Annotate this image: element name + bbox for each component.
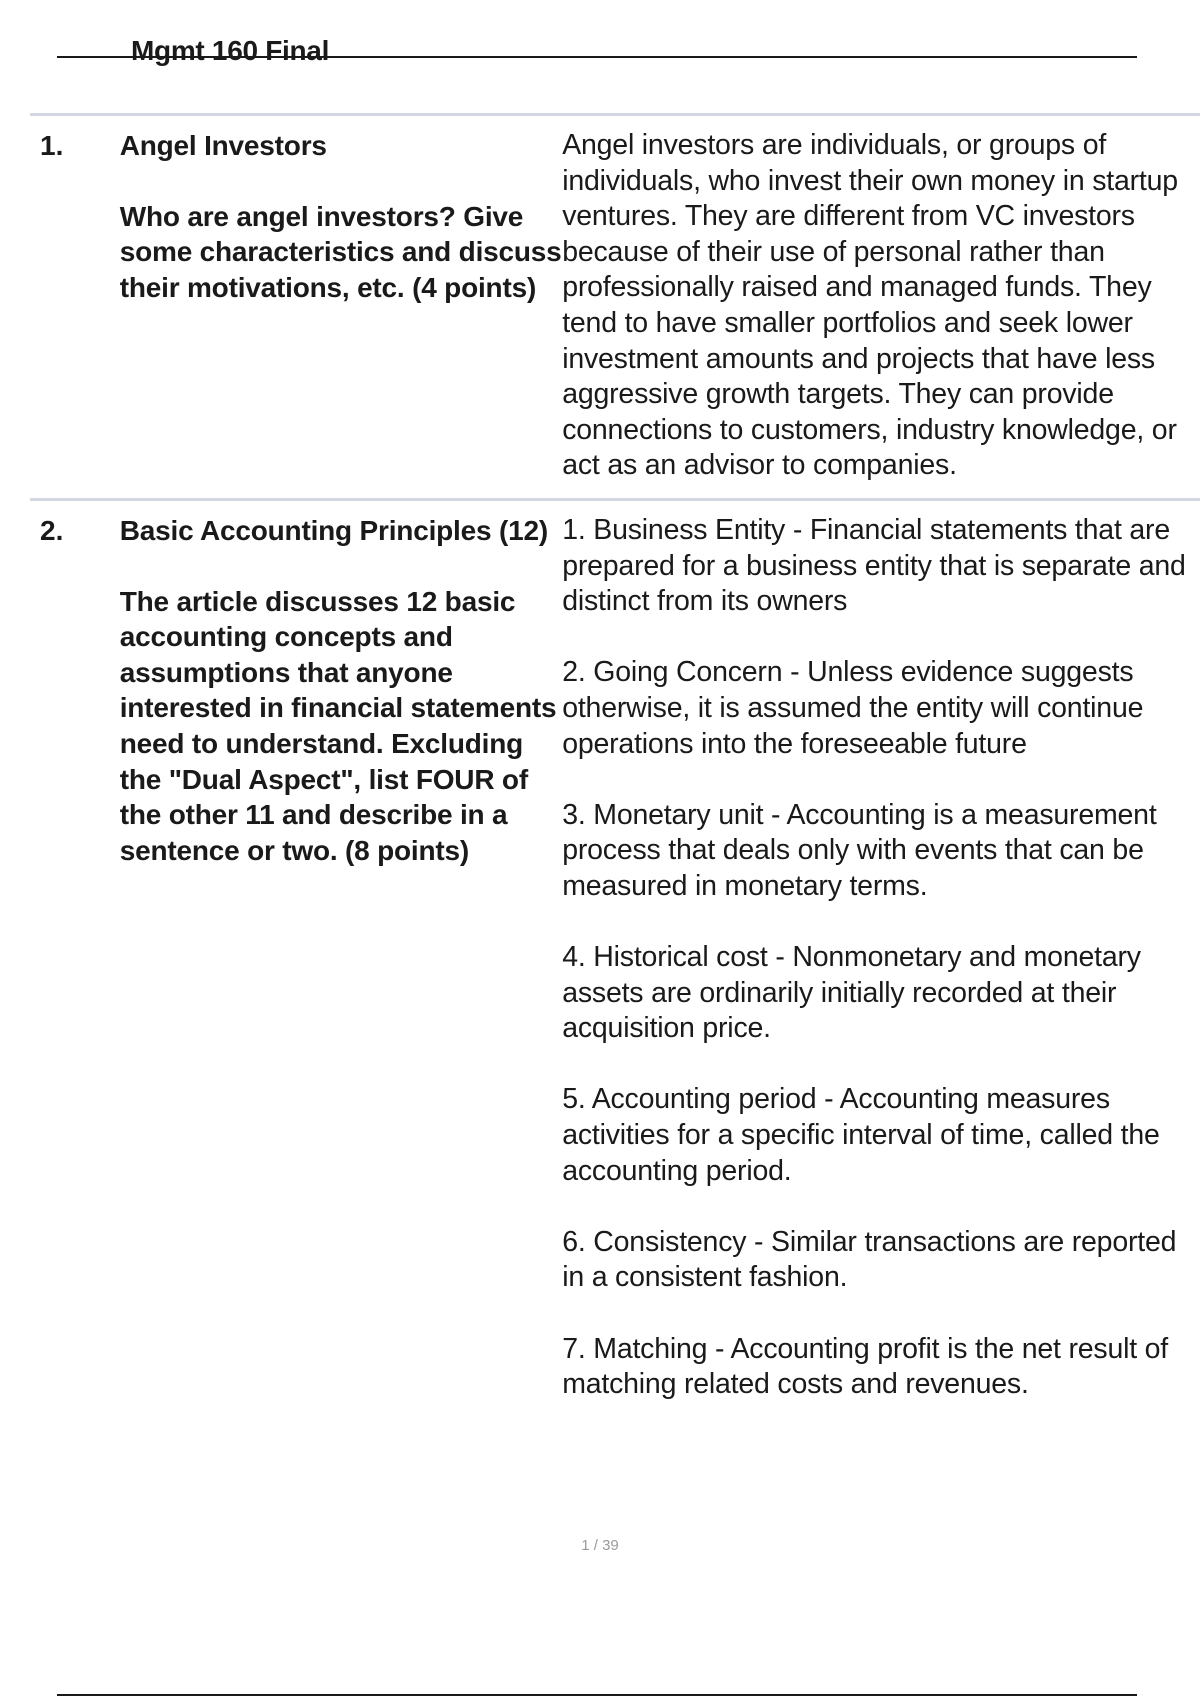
flashcard xyxy=(30,113,1200,484)
flashcard xyxy=(30,498,1200,1403)
answer-paragraph: 2. Going Concern - Unless evidence suggests otherwise, it is assumed the entity will continue operations into the foreseeable future xyxy=(562,656,1144,760)
card-number: 1. xyxy=(40,130,64,161)
page-header xyxy=(57,30,1137,70)
answer-paragraph: 1. Business Entity - Financial statements that are prepared for a business entity that is separate and distinct from its owners xyxy=(562,513,1186,618)
card-question xyxy=(120,128,562,484)
page-title: Mgmt 160 Final xyxy=(131,35,330,66)
answer-paragraph: 7. Matching - Accounting profit is the net result of matching related costs and revenues. xyxy=(562,1332,1169,1401)
answer-paragraph: 4. Historical cost - Nonmonetary and monetary assets are ordinarily initially recorded at their acquisition price. xyxy=(562,941,1141,1045)
answer-paragraph: 6. Consistency - Similar transactions are reported in a consistent fashion. xyxy=(562,1225,1177,1294)
card-number: 2. xyxy=(40,514,64,546)
card-prompt: The article discusses 12 basic accounting concepts and assumptions that anyone interested in financial statements need to understand. Excluding the "Dual Aspect", list FOUR of the other 11 and describe in a sentence or two. (8 points) xyxy=(119,585,557,866)
flashcard-list xyxy=(30,113,1200,1403)
card-answer xyxy=(562,128,1200,484)
page-number: 1 / 39 xyxy=(581,1537,619,1554)
card-answer xyxy=(562,513,1200,1403)
card-title: Angel Investors xyxy=(119,130,327,161)
answer-paragraph: Angel investors are individuals, or groups of individuals, who invest their own money in startup ventures. They are different from VC investors because of their use of personal rather than professionally raised and managed funds. They tend to have smaller portfolios and seek lower investment amounts and projects that have less aggressive growth targets. They can provide connections to customers, industry knowledge, or act as an advisor to companies. xyxy=(562,129,1178,482)
answer-paragraph: 3. Monetary unit - Accounting is a measurement process that deals only with events that can be measured in monetary terms. xyxy=(562,798,1157,902)
answer-paragraph: 5. Accounting period - Accounting measures activities for a specific interval of time, called the accounting period. xyxy=(562,1083,1160,1187)
card-prompt: Who are angel investors? Give some characteristics and discuss their motivations, etc. (4 points) xyxy=(119,200,562,303)
card-question xyxy=(120,513,562,1403)
card-title: Basic Accounting Principles (12) xyxy=(119,514,548,546)
bottom-rule xyxy=(57,1694,1137,1696)
